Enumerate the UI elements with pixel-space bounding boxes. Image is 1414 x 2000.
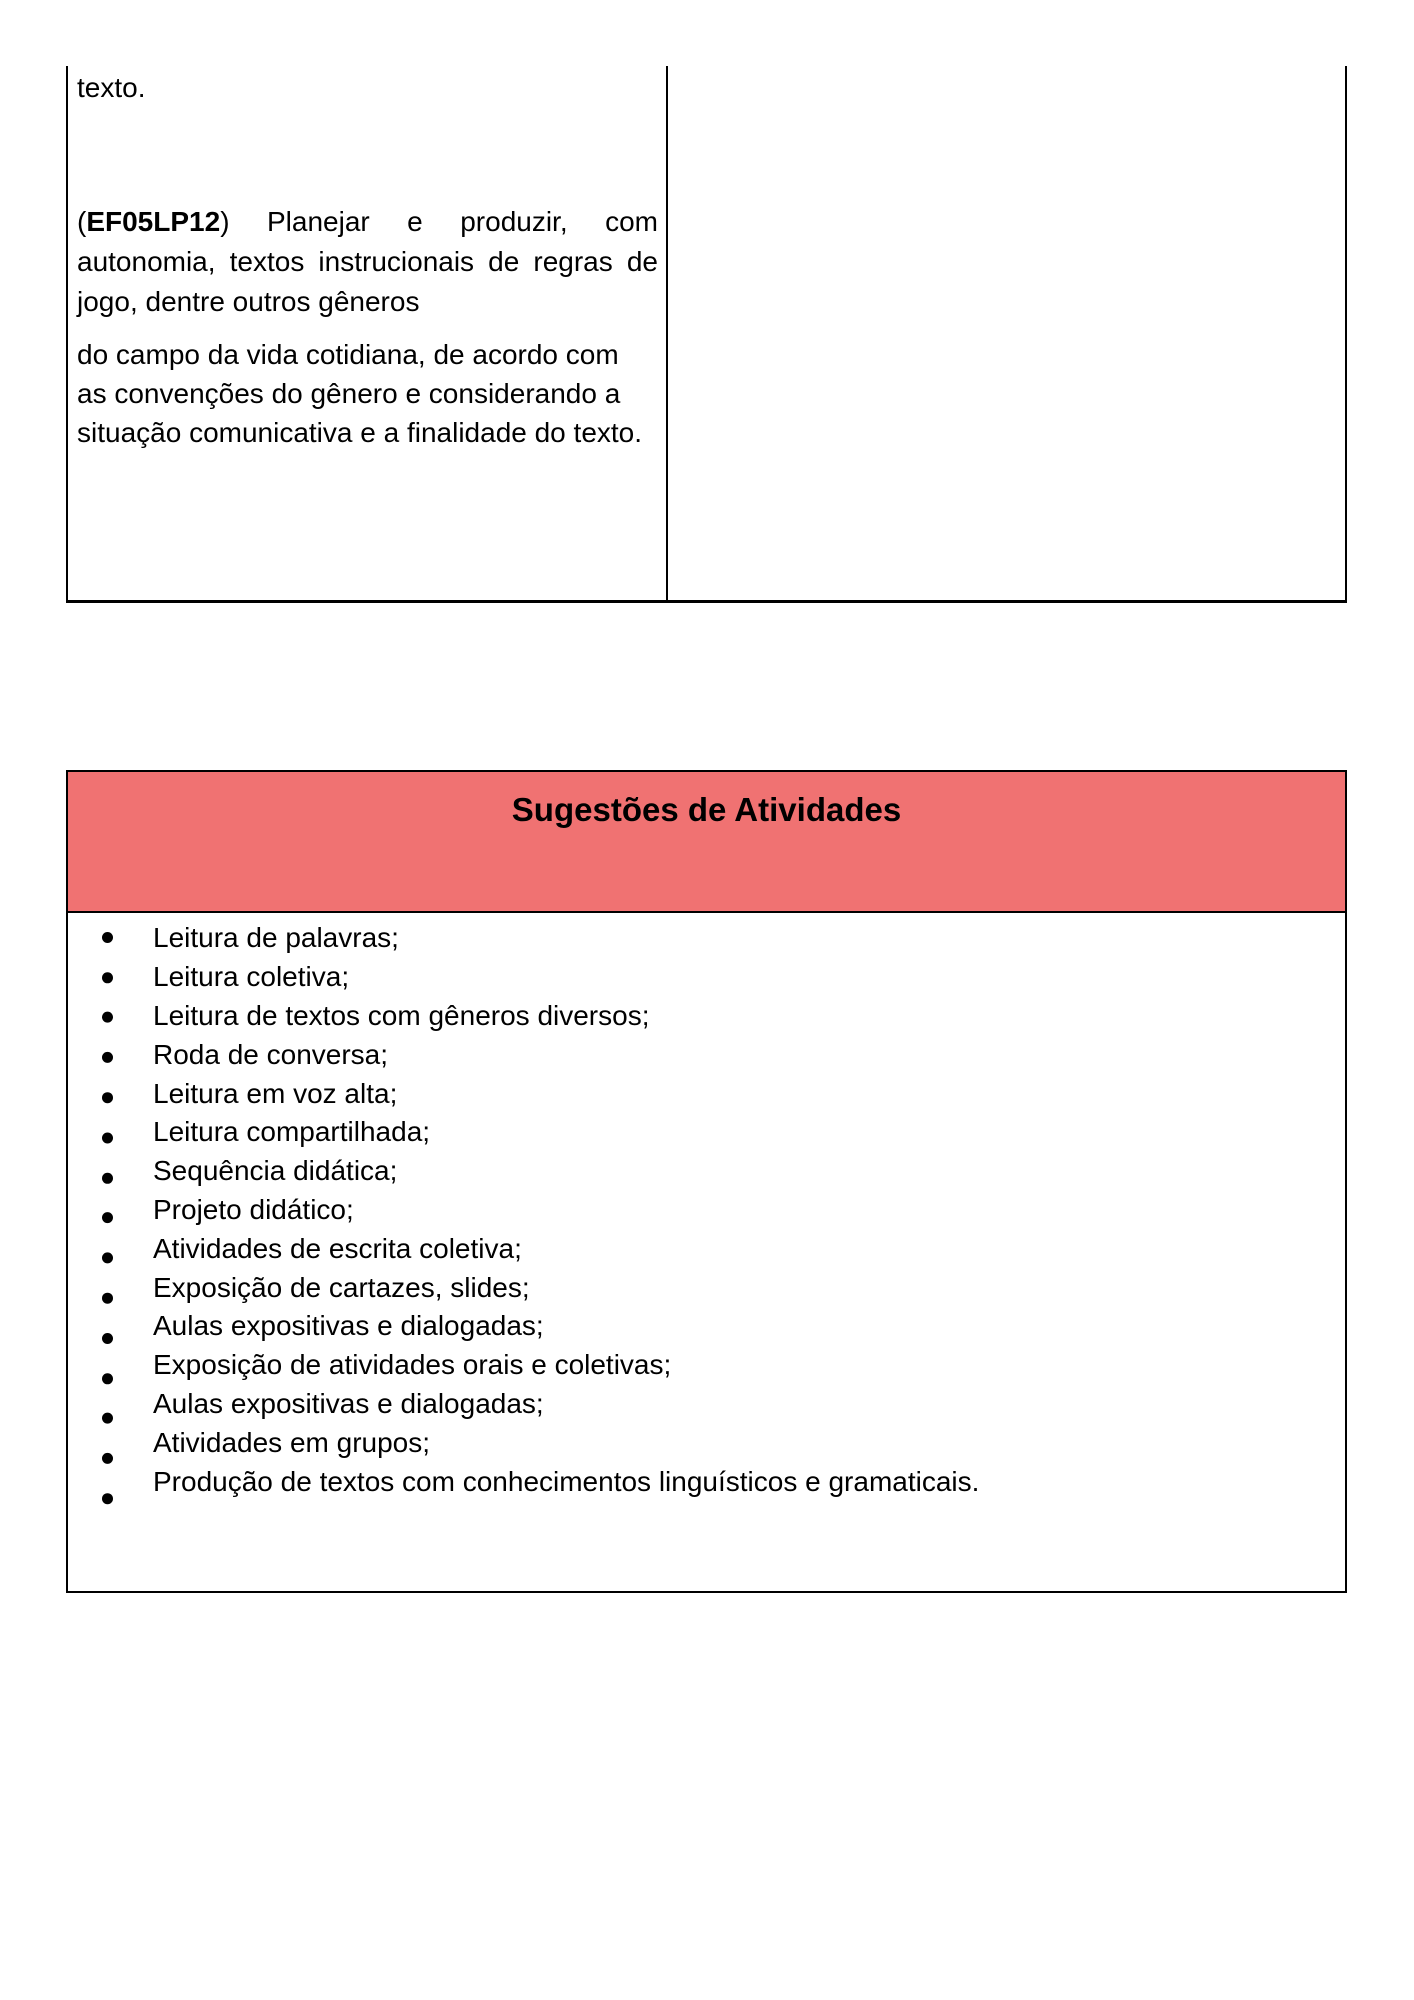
suggestion-item-label: Produção de textos com conhecimentos linguísticos e gramaticais. <box>153 1465 980 1497</box>
bullet-icon <box>102 1413 113 1424</box>
suggestion-item-label: Exposição de atividades orais e coletivas; <box>153 1349 672 1381</box>
standards-table <box>66 66 1347 603</box>
suggestion-item <box>68 1113 1325 1152</box>
text-line: jogo, dentre outros gêneros <box>77 286 420 317</box>
paragraph-texto <box>77 68 658 107</box>
bullet-icon <box>102 932 113 943</box>
suggestion-item <box>68 1346 1325 1385</box>
suggestion-item <box>68 1152 1325 1191</box>
bullet-icon <box>102 1172 113 1183</box>
text-line: texto. <box>77 72 146 103</box>
suggestion-item-label: Sequência didática; <box>153 1155 398 1187</box>
bullet-icon <box>102 1213 113 1224</box>
bullet-icon <box>102 1092 113 1103</box>
suggestion-item <box>68 1462 1325 1501</box>
suggestion-item <box>68 919 1325 958</box>
text-line: do campo da vida cotidiana, de acordo com <box>77 339 619 370</box>
suggestions-title: Sugestões de Atividades <box>511 791 902 828</box>
bullet-icon <box>102 1293 113 1304</box>
suggestion-item-label: Aulas expositivas e dialogadas; <box>153 1387 544 1419</box>
suggestion-item-label: Leitura coletiva; <box>153 961 350 993</box>
bullet-icon <box>102 1493 113 1504</box>
suggestion-item <box>68 1307 1325 1346</box>
suggestions-list <box>68 913 1345 1501</box>
bullet-icon <box>102 1052 113 1063</box>
suggestion-item-label: Leitura em voz alta; <box>153 1077 398 1109</box>
bullet-icon <box>102 1132 113 1143</box>
paragraph-campo <box>77 335 658 452</box>
suggestion-item <box>68 997 1325 1036</box>
suggestion-item-label: Exposição de cartazes, slides; <box>153 1271 530 1303</box>
suggestions-table <box>66 770 1347 1593</box>
suggestion-item-label: Leitura compartilhada; <box>153 1116 431 1148</box>
suggestion-item <box>68 1035 1325 1074</box>
suggestion-item-label: Roda de conversa; <box>153 1038 389 1070</box>
suggestion-item <box>68 1423 1325 1462</box>
suggestion-item-label: Atividades em grupos; <box>153 1426 431 1458</box>
suggestion-item <box>68 1191 1325 1230</box>
bullet-icon <box>102 1253 113 1264</box>
suggestion-item-label: Projeto didático; <box>153 1193 354 1225</box>
suggestion-item-label: Atividades de escrita coletiva; <box>153 1232 522 1264</box>
text-line: as convenções do gênero e considerando a <box>77 378 621 409</box>
text-line: (EF05LP12) Planejar e produzir, com <box>77 206 658 237</box>
suggestion-item-label: Leitura de palavras; <box>153 922 399 954</box>
suggestion-item <box>68 1074 1325 1113</box>
text-line: situação comunicativa e a finalidade do texto. <box>77 417 643 448</box>
bullet-icon <box>102 1012 113 1023</box>
bullet-icon <box>102 1373 113 1384</box>
suggestion-item <box>68 1385 1325 1424</box>
standards-right-cell-empty <box>668 66 1345 600</box>
text-line: autonomia, textos instrucionais de regras de <box>77 246 658 277</box>
paragraph-ef05lp12 <box>77 202 658 322</box>
suggestion-item-label: Aulas expositivas e dialogadas; <box>153 1310 544 1342</box>
suggestions-header <box>68 772 1345 913</box>
bullet-icon <box>102 1453 113 1464</box>
suggestion-item <box>68 958 1325 997</box>
standards-left-cell <box>68 66 666 600</box>
suggestion-item <box>68 1229 1325 1268</box>
bullet-icon <box>102 972 113 983</box>
suggestion-item-label: Leitura de textos com gêneros diversos; <box>153 999 650 1031</box>
bullet-icon <box>102 1333 113 1344</box>
suggestion-item <box>68 1268 1325 1307</box>
